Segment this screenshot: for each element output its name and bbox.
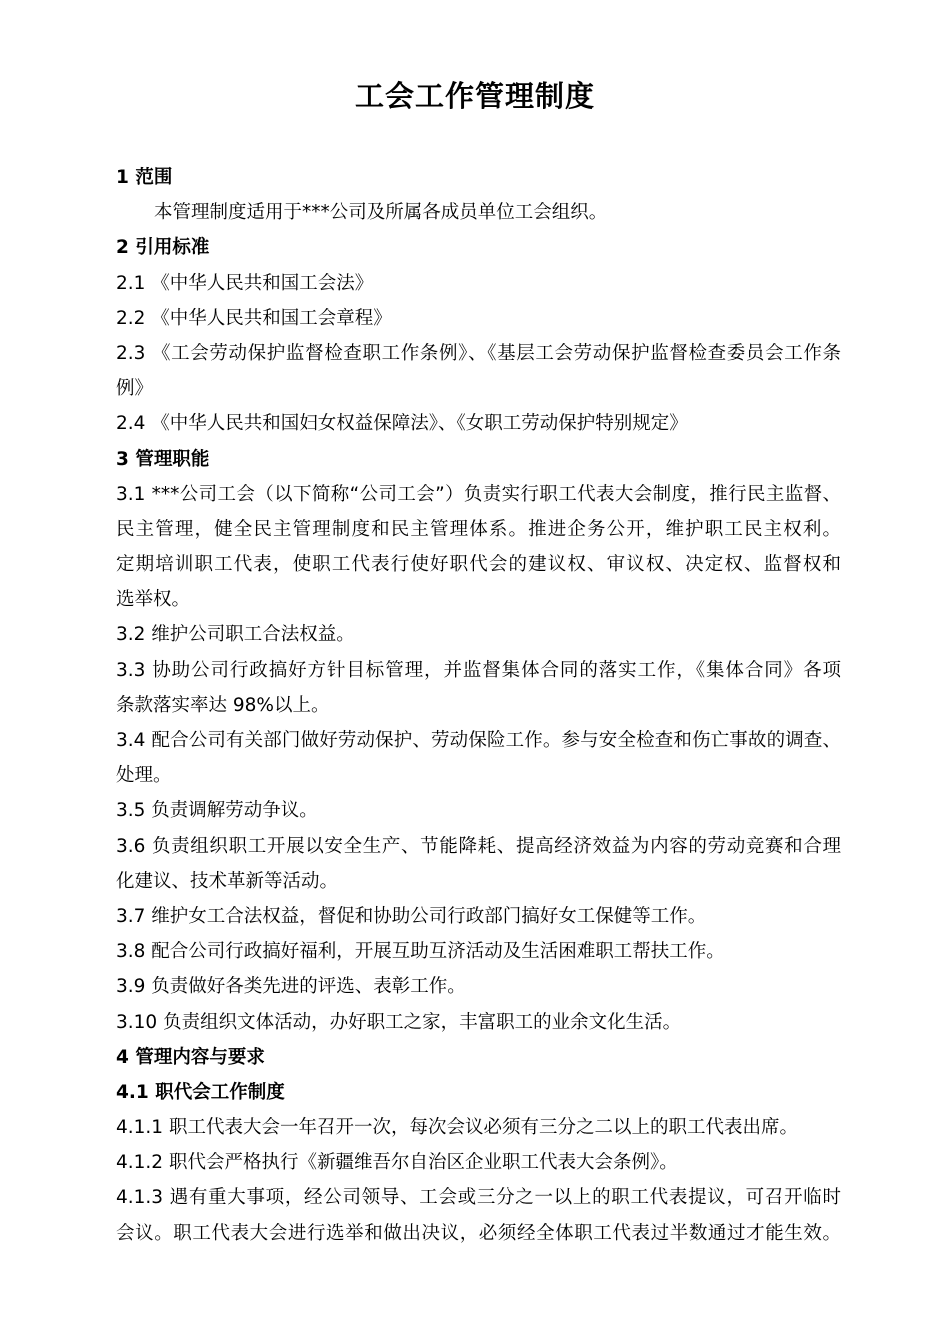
body-text-line: 会议。职工代表大会进行选举和做出决议，必须经全体职工代表过半数通过才能生效。 [116, 1222, 841, 1244]
body-text-line: 3.9 负责做好各类先进的评选、表彰工作。 [116, 976, 466, 998]
body-text-line: 处理。 [116, 765, 172, 787]
body-text-line: 2.4 《中华人民共和国妇女权益保障法》、《女职工劳动保护特别规定》 [116, 413, 688, 435]
body-text-line: 3.2 维护公司职工合法权益。 [116, 624, 355, 646]
body-text-line: 3.1 ***公司工会（以下简称“公司工会”）负责实行职工代表大会制度，推行民主监督、 [116, 483, 841, 505]
body-text-line: 3.8 配合公司行政搞好福利，开展互助互济活动及生活困难职工帮扶工作。 [116, 941, 725, 963]
body-text-line: 3.6 负责组织职工开展以安全生产、节能降耗、提高经济效益为内容的劳动竞赛和合理 [116, 835, 841, 857]
body-text-line: 定期培训职工代表，使职工代表行使好职代会的建议权、审议权、决定权、监督权和 [116, 554, 841, 576]
body-text-line: 2.3 《工会劳动保护监督检查职工作条例》、《基层工会劳动保护监督检查委员会工作条 [116, 342, 841, 364]
body-text-line: 例》 [116, 378, 154, 400]
body-text-line: 3.3 协助公司行政搞好方针目标管理，并监督集体合同的落实工作，《集体合同》各项 [116, 659, 841, 681]
body-text-line: 条款落实率达 98%以上。 [116, 694, 330, 716]
document-body [116, 160, 841, 1251]
section-heading: 4.1 职代会工作制度 [116, 1081, 285, 1103]
section-heading: 2 引用标准 [116, 237, 210, 259]
body-text-line: 化建议、技术革新等活动。 [116, 870, 339, 892]
body-text-line: 3.7 维护女工合法权益，督促和协助公司行政部门搞好女工保健等工作。 [116, 905, 707, 927]
section-heading: 1 范围 [116, 167, 173, 188]
section-heading: 4 管理内容与要求 [116, 1046, 265, 1068]
body-text-line: 选举权。 [116, 589, 191, 611]
body-text-line: 民主管理，健全民主管理制度和民主管理体系。推进企务公开，维护职工民主权利。 [116, 518, 841, 540]
body-text-line: 3.10 负责组织文体活动，办好职工之家，丰富职工的业余文化生活。 [116, 1011, 682, 1033]
section-heading: 3 管理职能 [116, 448, 210, 470]
body-text-line: 4.1.2 职代会严格执行《新疆维吾尔自治区企业职工代表大会条例》。 [116, 1152, 678, 1174]
body-text-line: 3.4 配合公司有关部门做好劳动保护、劳动保险工作。参与安全检查和伤亡事故的调查、 [116, 730, 841, 751]
body-text-line: 3.5 负责调解劳动争议。 [116, 800, 318, 822]
document-title: 工会工作管理制度 [354, 79, 595, 113]
body-text-line: 本管理制度适用于***公司及所属各成员单位工会组织。 [154, 202, 608, 224]
body-text-line: 4.1.3 遇有重大事项，经公司领导、工会或三分之一以上的职工代表提议，可召开临时 [116, 1187, 841, 1209]
body-text-line: 2.1 《中华人民共和国工会法》 [116, 272, 374, 294]
body-text-line: 4.1.1 职工代表大会一年召开一次，每次会议必须有三分之二以上的职工代表出席。 [116, 1117, 798, 1139]
body-text-line: 2.2 《中华人民共和国工会章程》 [116, 307, 392, 329]
